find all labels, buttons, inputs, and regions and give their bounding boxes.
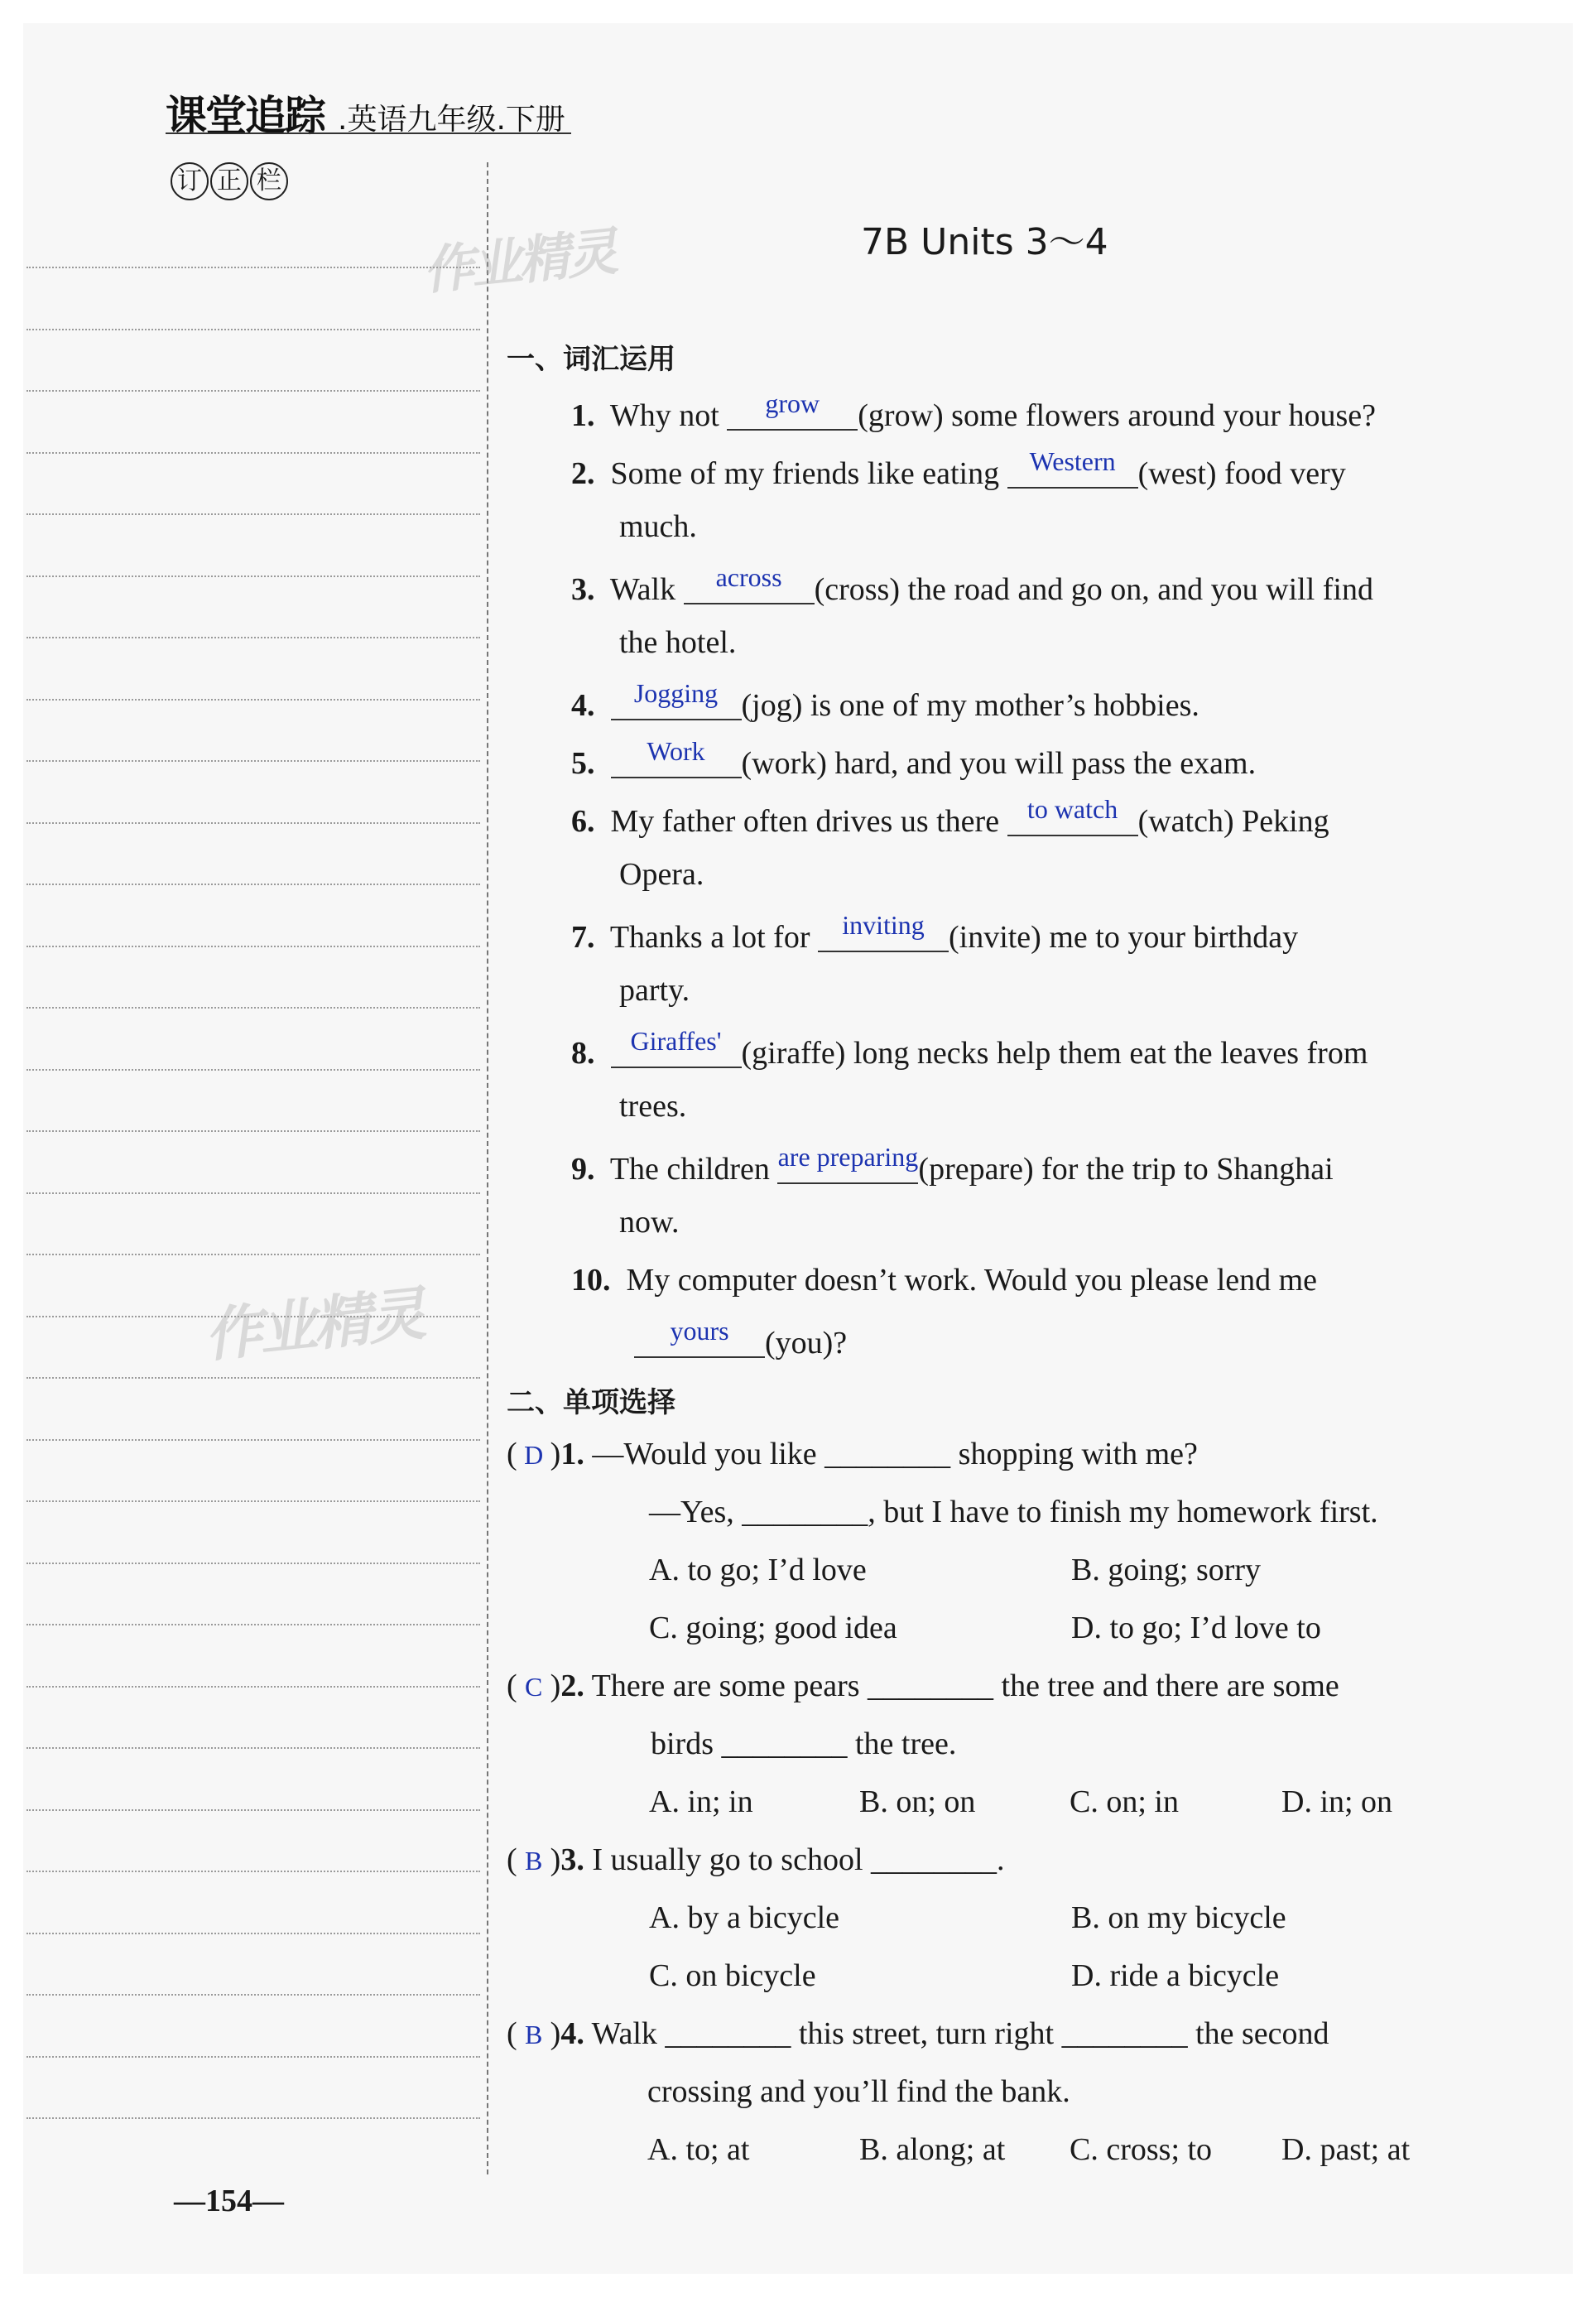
option-b[interactable]: B. on my bicycle	[1071, 1900, 1286, 1935]
correction-char: 栏	[250, 162, 288, 200]
correction-line	[26, 1563, 480, 1564]
item-number: 3.	[571, 572, 595, 607]
option-d[interactable]: D. to go; I’d love to	[1071, 1611, 1321, 1645]
correction-line	[26, 2056, 480, 2058]
handwritten-answer: Western	[1029, 446, 1116, 476]
correction-line	[26, 1624, 480, 1625]
answer-choice[interactable]: B	[524, 1846, 543, 1876]
question-text: I usually go to school ________.	[592, 1842, 1005, 1877]
item-text: (invite) me to your birthday	[948, 920, 1299, 955]
page-number: —154—	[174, 2184, 284, 2218]
option-c[interactable]: C. on; in	[1070, 1784, 1179, 1819]
choice-question: ( C )2. There are some pears ________ the tree and there are some	[507, 1669, 1339, 1703]
item-text: The children	[609, 1152, 770, 1187]
item-continuation: much.	[619, 509, 697, 544]
correction-char: 订	[171, 162, 209, 200]
item-number: 5.	[571, 746, 595, 781]
item-continuation: the hotel.	[619, 625, 737, 660]
correction-line	[26, 699, 480, 701]
option-b[interactable]: B. going; sorry	[1071, 1553, 1262, 1587]
question-text-line2: crossing and you’ll find the bank.	[647, 2074, 1070, 2109]
correction-line	[26, 267, 480, 268]
item-text: (cross) the road and go on, and you will find	[814, 572, 1373, 607]
answer-blank[interactable]	[611, 1026, 742, 1068]
answer-blank[interactable]	[611, 736, 742, 778]
option-a[interactable]: A. to go; I’d love	[649, 1553, 867, 1587]
question-text-line2: birds ________ the tree.	[651, 1726, 957, 1761]
item-number: 2.	[571, 456, 595, 491]
correction-line	[26, 329, 480, 330]
handwritten-answer: inviting	[842, 910, 925, 940]
correction-line	[26, 946, 480, 947]
handwritten-answer: Work	[647, 736, 705, 766]
item-number: 4.	[571, 688, 595, 723]
option-d[interactable]: D. past; at	[1281, 2132, 1411, 2167]
correction-line	[26, 637, 480, 638]
item-text: (jog) is one of my mother’s hobbies.	[741, 688, 1199, 723]
question-text-line2: —Yes, ________, but I have to finish my homework first.	[649, 1495, 1378, 1529]
option-c[interactable]: C. on bicycle	[649, 1958, 816, 1993]
item-number: 1.	[571, 398, 595, 433]
vocab-item	[571, 1026, 1368, 1071]
choice-question: ( B )4. Walk ________ this street, turn right ________ the second	[507, 2016, 1329, 2051]
correction-lines	[26, 267, 480, 2188]
item-text: My father often drives us there	[610, 804, 1007, 839]
vocab-item	[571, 446, 1346, 492]
correction-line	[26, 1747, 480, 1749]
correction-line	[26, 760, 480, 762]
item-text: (watch) Peking	[1137, 804, 1329, 839]
answer-choice[interactable]: C	[524, 1672, 543, 1702]
correction-line	[26, 1933, 480, 1934]
option-c[interactable]: C. cross; to	[1070, 2132, 1213, 2167]
correction-line	[26, 452, 480, 454]
choice-question: ( B )3. I usually go to school ________.	[507, 1842, 1005, 1877]
vocab-item	[571, 736, 1257, 782]
correction-line	[26, 1686, 480, 1688]
answer-blank[interactable]	[611, 678, 742, 720]
answer-blank[interactable]	[818, 910, 949, 952]
correction-line	[26, 1500, 480, 1502]
answer-blank[interactable]	[684, 562, 815, 604]
handwritten-answer: grow	[765, 388, 820, 418]
correction-column-label	[171, 162, 290, 200]
item-number: 10.	[571, 1263, 611, 1298]
item-text: Walk	[609, 572, 684, 607]
correction-line	[26, 1254, 480, 1255]
answer-blank[interactable]	[634, 1316, 765, 1358]
item-text: (grow) some flowers around your house?	[858, 398, 1377, 433]
vocab-item	[571, 1142, 1334, 1187]
item-text: Thanks a lot for	[609, 920, 818, 955]
item-text: (west) food very	[1137, 456, 1346, 491]
book-subtitle: .英语九年级.下册	[338, 103, 565, 137]
question-number: 4.	[560, 2016, 584, 2051]
item-text: (giraffe) long necks help them eat the leaves from	[741, 1036, 1368, 1071]
question-text: Walk ________ this street, turn right ________ the second	[591, 2016, 1329, 2051]
watermark: 作业精灵	[420, 221, 618, 301]
correction-line	[26, 1007, 480, 1009]
correction-line	[26, 1439, 480, 1441]
question-text: There are some pears ________ the tree and there are some	[591, 1669, 1339, 1703]
item-number: 7.	[571, 920, 595, 955]
handwritten-answer: yours	[670, 1316, 729, 1346]
correction-line	[26, 390, 480, 392]
option-d[interactable]: D. ride a bicycle	[1071, 1958, 1280, 1993]
item-text: (prepare) for the trip to Shanghai	[918, 1152, 1334, 1187]
header-rule	[166, 132, 571, 134]
question-text: —Would you like ________ shopping with me?	[592, 1437, 1198, 1471]
vocab-item	[571, 562, 1373, 608]
item-continuation: trees.	[619, 1089, 687, 1124]
answer-choice[interactable]: D	[524, 1440, 544, 1470]
correction-line	[26, 1069, 480, 1071]
option-b[interactable]: B. along; at	[859, 2132, 1006, 2167]
section-heading-multiple-choice: 二、单项选择	[507, 1386, 675, 1419]
correction-line	[26, 1192, 480, 1194]
question-number: 3.	[560, 1842, 584, 1877]
brand-logo: 课堂追踪	[166, 92, 324, 140]
option-a[interactable]: A. to; at	[647, 2132, 750, 2167]
section-heading-vocabulary: 一、词汇运用	[507, 343, 675, 376]
correction-line	[26, 884, 480, 885]
handwritten-answer: Giraffes'	[630, 1026, 722, 1056]
item-number: 9.	[571, 1152, 595, 1187]
option-a[interactable]: A. by a bicycle	[649, 1900, 840, 1935]
option-c[interactable]: C. going; good idea	[649, 1611, 897, 1645]
item-text: Some of my friends like eating	[610, 456, 1007, 491]
item-text: My computer doesn’t work. Would you please lend me	[626, 1263, 1318, 1298]
option-d[interactable]: D. in; on	[1281, 1784, 1393, 1819]
handwritten-answer: to watch	[1026, 794, 1118, 824]
correction-line	[26, 1377, 480, 1379]
correction-line	[26, 1130, 480, 1132]
item-number: 6.	[571, 804, 595, 839]
correction-line	[26, 2117, 480, 2119]
vocab-item-continuation	[634, 1316, 848, 1361]
page-title: 7B Units 3～4	[861, 221, 1108, 263]
answer-blank[interactable]	[1007, 446, 1138, 489]
vocab-item	[571, 1262, 1317, 1298]
choice-question: ( D )1. —Would you like ________ shopping with me?	[507, 1437, 1198, 1471]
answer-blank[interactable]	[727, 388, 858, 431]
option-a[interactable]: A. in; in	[649, 1784, 753, 1819]
answer-blank[interactable]	[777, 1142, 919, 1184]
question-number: 1.	[560, 1437, 584, 1471]
correction-line	[26, 1809, 480, 1811]
correction-line	[26, 1871, 480, 1872]
item-continuation: party.	[619, 973, 690, 1008]
item-continuation: Opera.	[619, 857, 704, 892]
column-divider	[487, 162, 488, 2174]
correction-line	[26, 1994, 480, 1996]
handwritten-answer: across	[715, 562, 782, 592]
item-number: 8.	[571, 1036, 595, 1071]
vocab-item	[571, 910, 1299, 956]
vocab-item	[571, 678, 1199, 724]
question-number: 2.	[560, 1669, 584, 1703]
correction-line	[26, 822, 480, 824]
vocab-item	[571, 388, 1377, 434]
vocab-item	[571, 794, 1329, 840]
item-continuation: now.	[619, 1205, 680, 1240]
handwritten-answer: are preparing	[777, 1142, 919, 1172]
option-b[interactable]: B. on; on	[859, 1784, 976, 1819]
correction-line	[26, 513, 480, 515]
item-text: Why not	[609, 398, 728, 433]
watermark: 作业精灵	[201, 1279, 426, 1370]
correction-line	[26, 575, 480, 577]
item-text: (you)?	[765, 1326, 848, 1360]
handwritten-answer: Jogging	[633, 678, 719, 708]
correction-char: 正	[210, 162, 248, 200]
answer-choice[interactable]: B	[524, 2020, 543, 2049]
answer-blank[interactable]	[1007, 794, 1138, 836]
item-text: (work) hard, and you will pass the exam.	[741, 746, 1257, 781]
